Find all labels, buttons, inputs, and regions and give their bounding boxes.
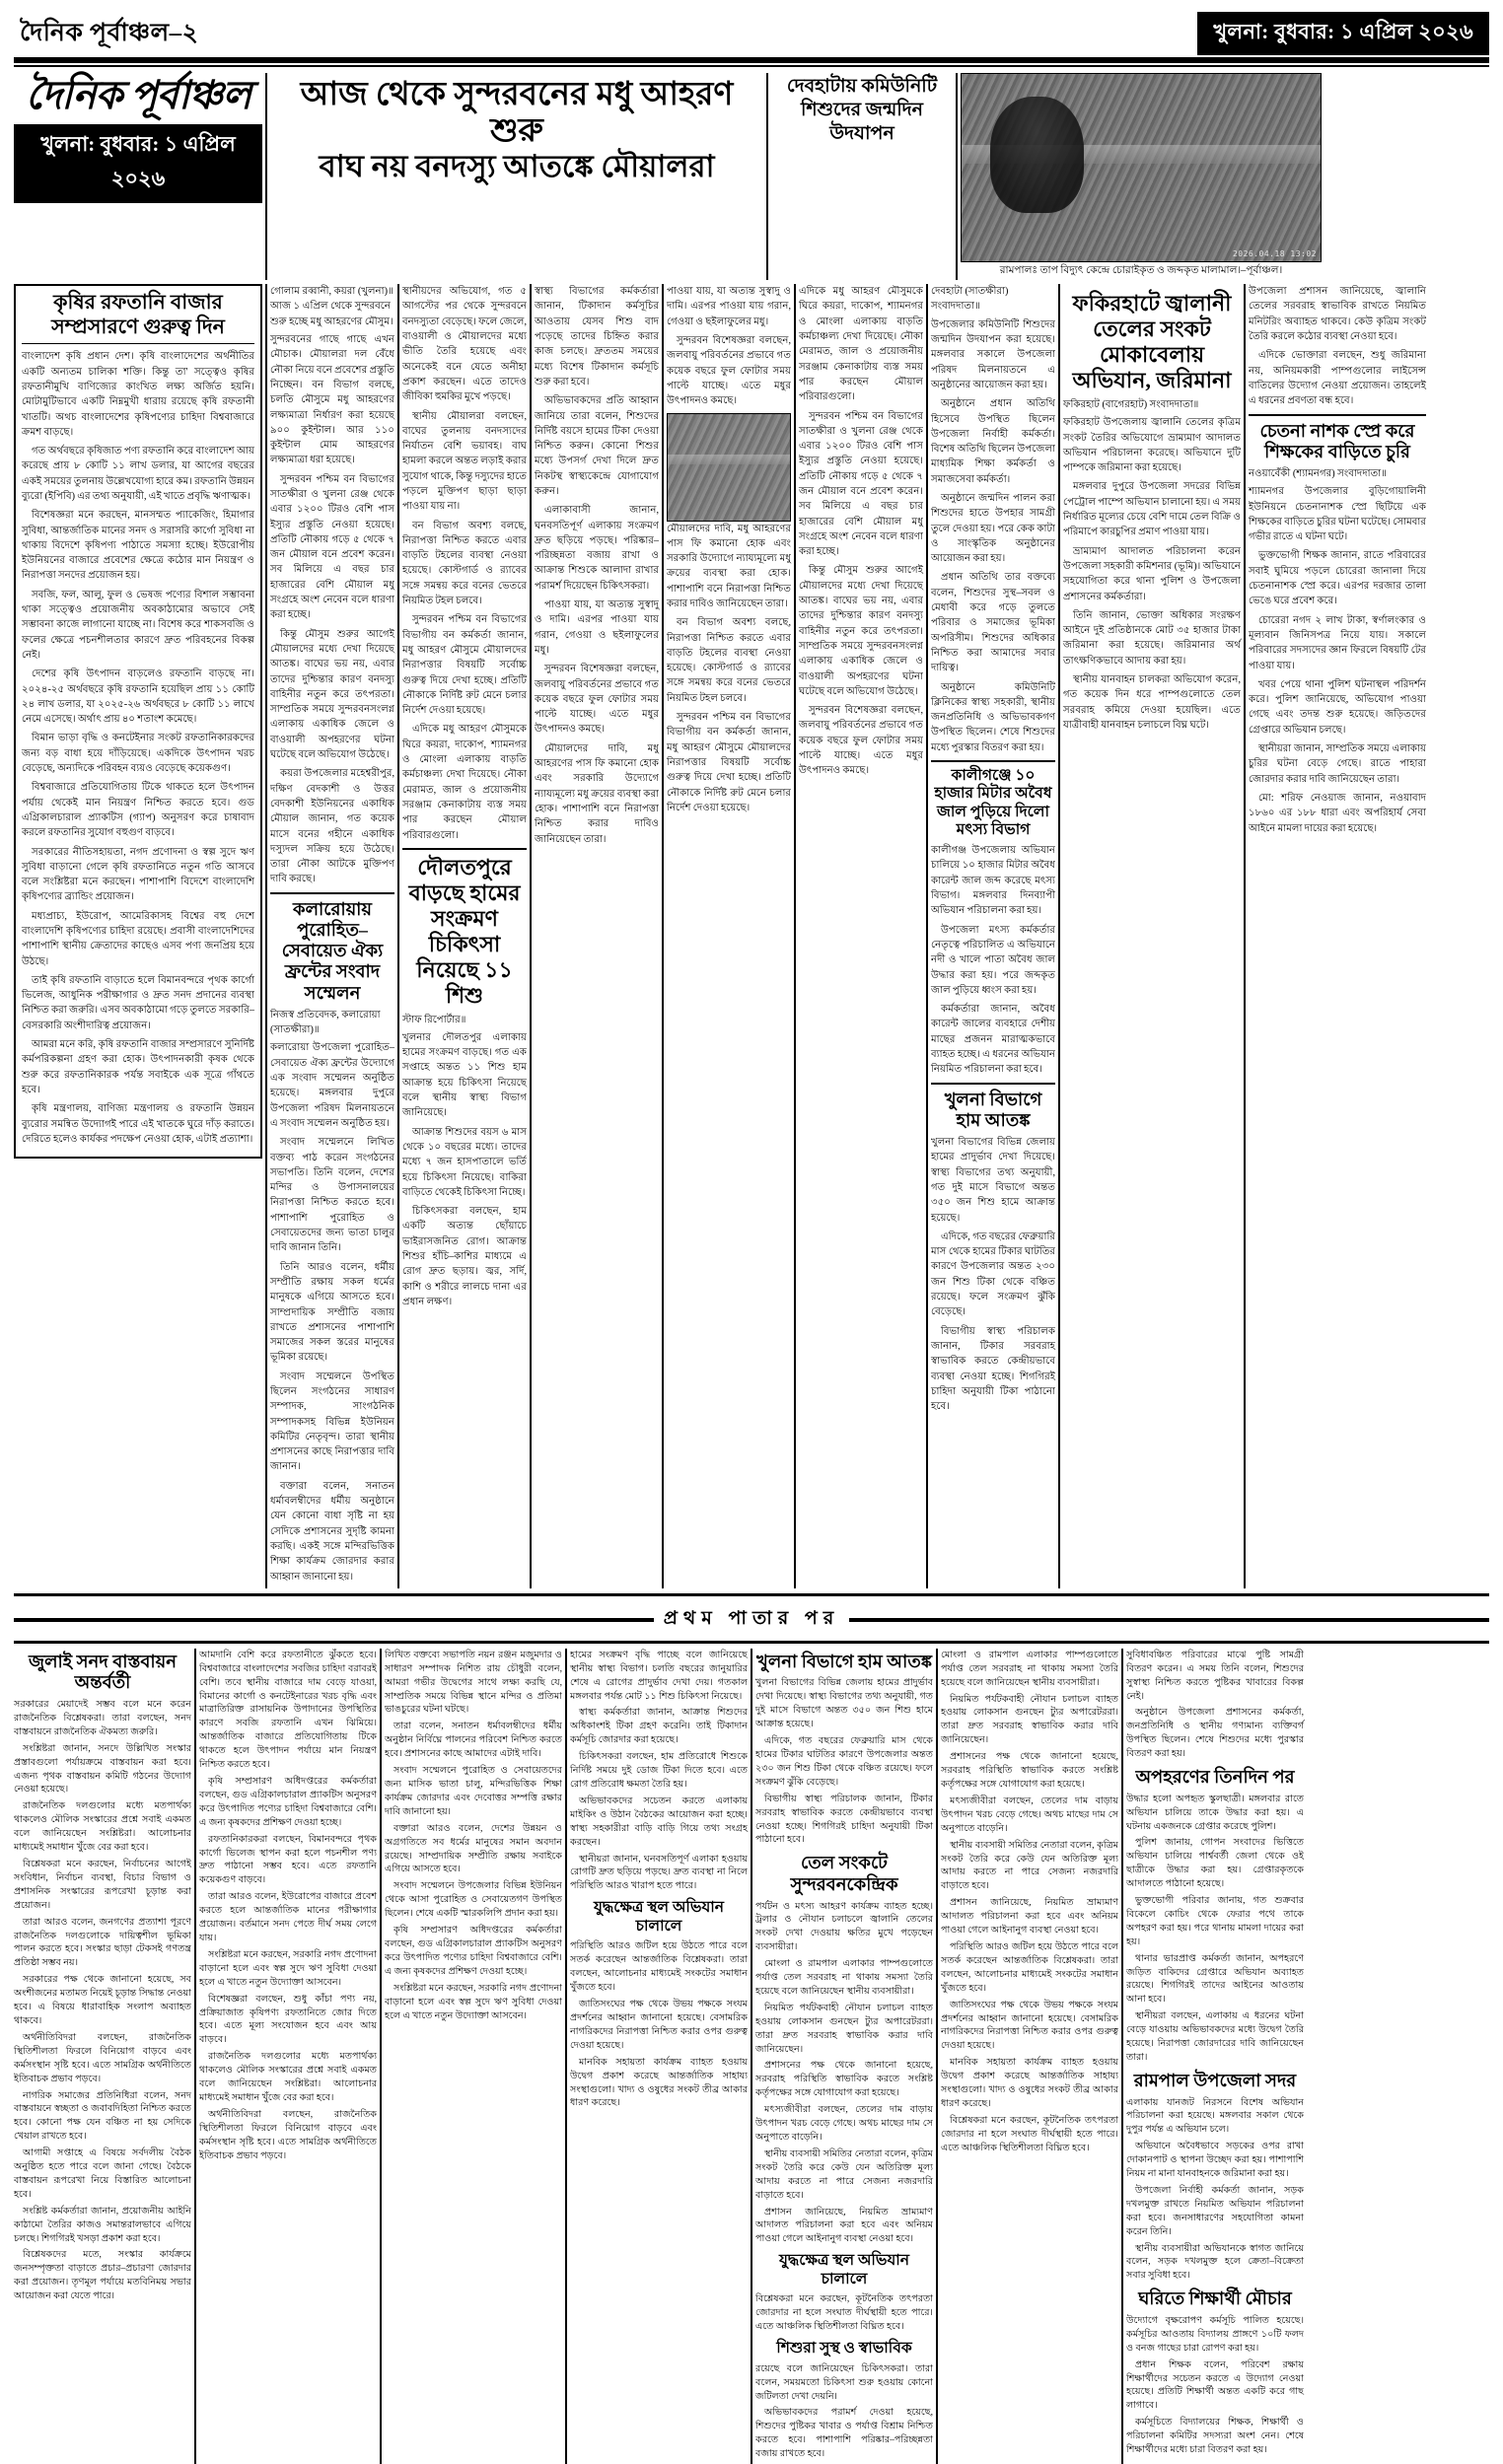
folio-rule-thick [14,57,1489,63]
column-divider [194,1649,196,2464]
rampal-photo-caption: রামপালঃ তাপ বিদ্যুৎ কেন্দ্রে চোরাইকৃত ও জব্দকৃত মালামাল।–পূর্বাঞ্চল। [999,265,1283,276]
lead-body-4 [667,522,791,816]
doulatpur-para: আক্রান্ত শিশুদের বয়স ৬ মাস থেকে ১০ বছরের মধ্যে। তাদের মধ্যে ৭ জন হাসপাতালে ভর্তি হয়ে চিকিৎসা নিয়েছে। বাকিরা বাড়িতে থেকেই চিকিৎসা নিচ্ছে। [402,1126,527,1198]
lead-body-3 [667,284,791,408]
bottom-para: নিয়মিত পর্যটকবাহী নৌযান চলাচল ব্যাহত হওয়ায় লোকসান গুনছেন ট্যুর অপারেটররা। তারা দ্রুত সরবরাহ স্বাভাবিক করার দাবি জানিয়েছেন। [941,1693,1118,1746]
column-divider [956,73,958,280]
bottom-para: নিয়মিত পর্যটকবাহী নৌযান চলাচল ব্যাহত হওয়ায় লোকসান গুনছেন ট্যুর অপারেটররা। তারা দ্রুত সরবরাহ স্বাভাবিক করার দাবি জানিয়েছেন। [755,2002,933,2055]
bottom-para: বিভাগীয় স্বাস্থ্য পরিচালক জানান, টিকার সরবরাহ স্বাভাবিক করতে কেন্দ্রীয়ভাবে ব্যবস্থা নেওয়া হচ্ছে। শিগগিরই চাহিদা অনুযায়ী টিকা পাঠানো হবে। [755,1793,933,1846]
rampal-photo [961,73,1322,262]
column-divider [926,284,928,1588]
bottom-para: অভিভাবকদের পরামর্শ দেওয়া হয়েছে, শিশুদের পুষ্টিকর খাবার ও পর্যাপ্ত বিশ্রাম নিশ্চিত করতে হবে। পাশাপাশি পরিষ্কার–পরিচ্ছন্নতা বজায় রাখতে হবে। [755,2407,933,2460]
bottom-para: স্থানীয়রা বলছেন, এলাকায় এ ধরনের ঘটনা বেড়ে যাওয়ায় অভিভাবকদের মধ্যে উদ্বেগ তৈরি হয়েছে। নিরাপত্তা জোরদারের দাবি জানিয়েছেন তারা। [1126,2010,1304,2064]
bottom-para: সংশ্লিষ্টরা মনে করছেন, সরকারি নগদ প্রণোদনা বাড়ানো হলে এবং স্বল্প সুদে ঋণ সুবিধা দেওয়া হলে এ খাতে নতুন উদ্যোক্তা আসবেন। [199,1948,377,1988]
column-divider [1121,1649,1123,2464]
bottom-col-6-body [941,1649,1118,2155]
chetona-body [1249,484,1426,836]
bottom-para: বক্তারা আরও বলেন, দেশের উন্নয়ন ও অগ্রগতিতে সব ধর্মের মানুষের সমান অবদান রয়েছে। সাম্প্রদায়িক সম্প্রীতি রক্ষায় সবাইকে এগিয়ে আসতে হবে। [385,1822,562,1875]
column-divider [766,73,768,280]
lead-column-4 [667,284,791,1588]
doulatpur-para: স্বাস্থ্য বিভাগের কর্মকর্তারা জানান, টিকাদান কর্মসূচির আওতায় যেসব শিশু বাদ পড়েছে তাদের চিহ্নিত করার কাজ চলছে। দ্রুততম সময়ের মধ্যে বিশেষ টিকাদান কর্মসূচি শুরু করা হবে। [535,286,659,387]
bottom-para: থানার ভারপ্রাপ্ত কর্মকর্তা জানান, অপহরণে জড়িত বাকিদের গ্রেপ্তারে অভিযান অব্যাহত রয়েছে। শিগগিরই তাদের আইনের আওতায় আনা হবে। [1126,1952,1304,2006]
fakirhat-para: স্থানীয় যানবাহন চালকরা অভিযোগ করেন, গত কয়েক দিন ধরে পাম্পগুলোতে তেল সরবরাহ কমিয়ে দেওয়া হয়েছিল। এতে যাত্রীবাহী যানবাহন চলাচলে বিঘ্ন ঘটে। [1063,673,1241,731]
khulna-ham-body [755,1676,933,1847]
fakirhat-para: মঙ্গলবার দুপুরে উপজেলা সদরের বিভিন্ন পেট্রোল পাম্পে অভিযান চালানো হয়। এ সময় নির্ধারিত মূল্যের চেয়ে বেশি দামে তেল বিক্রি ও পরিমাপে কারচুপির প্রমাণ পাওয়া যায়। [1063,481,1241,538]
bottom-para: মোংলা ও রামপাল এলাকার পাম্পগুলোতে পর্যাপ্ত তেল সরবরাহ না থাকায় সমস্যা তৈরি হয়েছে বলে জানিয়েছেন স্থানীয় ব্যবসায়ীরা। [755,1958,933,1997]
editorial-para: গত অর্থবছরে কৃষিজাত পণ্য রফতানি করে বাংলাদেশ আয় করেছে প্রায় ৮ কোটি ১১ লাখ ডলার, যা আগের বছরের একই সময়ের তুলনায় উল্লেখযোগ্য হারে কম। রফতানি উন্নয়ন ব্যুরো (ইপিবি) এর তথ্য অনুযায়ী, এই খাতে প্রবৃদ্ধি ঋণাত্মক। [22,446,254,502]
bottom-para: অর্থনীতিবিদরা বলছেন, রাজনৈতিক স্থিতিশীলতা ফিরলে বিনিয়োগ বাড়বে এবং কর্মসংস্থান সৃষ্টি হবে। এতে সামগ্রিক অর্থনীতিতে ইতিবাচক প্রভাব পড়বে। [199,2108,377,2161]
debhata-column [931,284,1055,1588]
divider-bar-right [849,1618,1489,1622]
bottom-para: সুবিধাবঞ্চিত পরিবারের মাঝে পুষ্টি সামগ্রী বিতরণ করেন। এ সময় তিনি বলেন, শিশুদের সুস্বাস্থ্য নিশ্চিত করতে পুষ্টিকর খাবারের বিকল্প নেই। [1126,1649,1304,1702]
folio-bar [14,10,1489,55]
bottom-para: মানবিক সহায়তা কার্যক্রম ব্যাহত হওয়ায় উদ্বেগ প্রকাশ করেছে আন্তর্জাতিক সাহায্য সংস্থাগুলো। খাদ্য ও ওষুধের সংকট তীব্র আকার ধারণ করেছে। [941,2057,1118,2109]
lead-column-3 [535,284,659,1588]
rampal-body [1126,2096,1304,2284]
july-sonod-body [14,1698,191,2303]
column-divider [265,73,267,280]
bottom-para: স্থানীয়রা জানান, ঘনবসতিপূর্ণ এলাকা হওয়ায় রোগটি দ্রুত ছড়িয়ে পড়ছে। দ্রুত ব্যবস্থা না নিলে পরিস্থিতি আরও খারাপ হতে পারে। [570,1853,748,1892]
juddho-body-2 [755,2292,933,2334]
debhata-para: উপজেলার কমিউনিটি শিশুদের জন্মদিন উদযাপন করা হয়েছে। মঙ্গলবার সকালে উপজেলা পরিষদ মিলনায়তনে এ অনুষ্ঠানের আয়োজন করা হয়। [931,318,1055,390]
bottom-col-5 [755,1649,933,2464]
lead-para: সুন্দরবন বিশেষজ্ঞরা বলছেন, জলবায়ু পরিবর্তনের প্রভাবে গত কয়েক বছরে ফুল ফোটার সময় পাল্টে যাচ্ছে। এতে মধুর উৎপাদনও কমছে। [799,705,923,777]
lead-para: মৌয়ালদের দাবি, মধু আহরণের পাস ফি কমানো হোক এবং সরকারি উদ্যোগে ন্যায্যমূল্যে মধু ক্রয়ের ব্যবস্থা করা হোক। পাশাপাশি বনে নিরাপত্তা নিশ্চিত করার দাবিও জানিয়েছেন তারা। [535,742,659,845]
editorial-para: সরকারের নীতিসহায়তা, নগদ প্রণোদনা ও স্বল্প সুদে ঋণ সুবিধা বাড়ানো গেলে কৃষি রফতানিতে নতুন গতি আসবে বলে সংশ্লিষ্টরা মনে করছেন। পাশাপাশি বিদেশে বাংলাদেশি কৃষিপণ্যের ব্র্যান্ডিং প্রয়োজন। [22,846,254,903]
tel-sonkot-headline: তেল সংকটে সুন্দরবনকেন্দ্রিক [790,1853,898,1894]
lead-para: এদিকে মধু আহরণ মৌসুমকে ঘিরে কয়রা, দাকোপ, শ্যামনগর ও মোংলা এলাকায় বাড়তি কর্মচাঞ্চল্য দেখা দিয়েছে। নৌকা মেরামত, জাল ও প্রয়োজনীয় সরঞ্জাম কেনাকাটায় ব্যস্ত সময় পার করছেন মৌয়াল পরিবারগুলো। [799,286,923,403]
bottom-para: উপজেলা নির্বাহী কর্মকর্তা জানান, সড়ক দখলমুক্ত রাখতে নিয়মিত অভিযান পরিচালনা করা হবে। জনসাধারণের সহযোগিতা কামনা করেন তিনি। [1126,2184,1304,2237]
debhata-byline: দেবহাটা (সাতক্ষীরা) সংবাদদাতা॥ [931,286,1009,313]
debhata-para: অনুষ্ঠানে কমিউনিটি ক্লিনিকের স্বাস্থ্য সহকারী, স্থানীয় জনপ্রতিনিধি ও অভিভাবকগণ উপস্থিত ছিলেন। শেষে শিশুদের মধ্যে পুরস্কার বিতরণ করা হয়। [931,681,1055,753]
bottom-para: কৃষি সম্প্রসারণ অধিদপ্তরের কর্মকর্তারা বলছেন, গুড এগ্রিকালচারাল প্র্যাকটিস অনুসরণ করে উৎপাদিত পণ্যের চাহিদা বিশ্ববাজারে বেশি। এ জন্য কৃষকদের প্রশিক্ষণ দেওয়া হচ্ছে। [385,1925,562,1977]
chetona-column [1249,284,1426,1588]
section-label: প্রথম পাতার পর [663,1607,840,1629]
lead-byline: গোলাম রব্বানী, কয়রা (খুলনা)॥ আজ ১ এপ্রিল থেকে সুন্দরবনে শুরু হচ্ছে মধু আহরণের মৌসুম। [270,286,394,327]
ham-para: এদিকে, গত বছরের ফেব্রুয়ারি মাস থেকে হামের টিকার ঘাটতির কারণে উপজেলার অন্তত ২৩০ জন শিশু টিকা থেকে বঞ্চিত রয়েছে। ফলে সংক্রমণ ঝুঁকি বেড়েছে। [931,1231,1055,1318]
bottom-col-3 [385,1649,562,2464]
bottom-para: কর্মসূচিতে বিদ্যালয়ের শিক্ষক, শিক্ষার্থী ও পরিচালনা কমিটির সদস্যরা অংশ নেন। শেষে শিক্ষার্থীদের মধ্যে চারা বিতরণ করা হয়। [1126,2417,1304,2456]
juddho-headline-2: যুদ্ধক্ষেত্র স্থল অভিযান চালালে [778,2252,910,2288]
chetona-para: খবর পেয়ে থানা পুলিশ ঘটনাস্থল পরিদর্শন করে। পুলিশ জানিয়েছে, অভিযোগ পাওয়া গেছে এবং তদন্ত শুরু হয়েছে। জড়িতদের গ্রেপ্তারে অভিযান চলছে। [1249,678,1426,736]
lead-para: পাওয়া যায়, যা অত্যন্ত সুস্বাদু ও দামি। এরপর পাওয়া যায় গরান, গেওয়া ও ছইলাফুলের মধু। [667,286,791,327]
doulatpur-para: এলাকাবাসী জানান, ঘনবসতিপূর্ণ এলাকায় সংক্রমণ দ্রুত ছড়িয়ে পড়ছে। পরিষ্কার–পরিচ্ছন্নতা বজায় রাখা ও আক্রান্ত শিশুকে আলাদা রাখার পরামর্শ দিয়েছেন চিকিৎসকরা। [535,505,659,592]
lead-para: স্থানীয়দের অভিযোগ, গত ৫ আগস্টের পর থেকে সুন্দরবনে বনদস্যুতা বেড়েছে। ফলে জেলে, বাওয়ালী ও মৌয়ালদের মধ্যে ভীতি তৈরি হয়েছে এবং অনেকেই বনে যেতে অনীহা প্রকাশ করছেন। এতে তাদেও জীবিকা হুমকির মুখে পড়ছে। [402,286,527,403]
bottom-col-2 [199,1649,377,2464]
kalaroa-headline: কলারোয়ায় পুরোহিত–সেবায়েত ঐক্য ফ্রন্টের সংবাদ সম্মেলন [270,892,394,1008]
bottom-col-1 [14,1649,191,2464]
bottom-para: লিখিত বক্তব্যে সভাপতি নয়ন রঞ্জন মজুমদার ও সাধারণ সম্পাদক নিশিত রায় চৌধুরী বলেন, আমরা গভীর উদ্বেগের সাথে লক্ষ্য করছি যে, সাম্প্রতিক সময়ে বিভিন্ন স্থানে মন্দির ও প্রতিমা ভাঙচুরের ঘটনা ঘটছে। [385,1649,562,1716]
editorial-box [14,284,262,1159]
juddho-headline: যুদ্ধক্ষেত্র স্থল অভিযান চালালে [593,1899,725,1935]
bottom-para: উদ্ধার হলো অপহৃত স্কুলছাত্রী। মঙ্গলবার রাতে অভিযান চালিয়ে তাকে উদ্ধার করা হয়। এ ঘটনায় একজনকে গ্রেপ্তার করেছে পুলিশ। [1126,1793,1304,1832]
editorial-para: কৃষি মন্ত্রণালয়, বাণিজ্য মন্ত্রণালয় ও রফতানি উন্নয়ন ব্যুরোর সমন্বিত উদ্যোগই পারে এই খাতকে ঘুরে দাঁড় করাতে। দেরিতে হলেও কার্যকর পদক্ষেপ নেওয়া হোক, এটাই প্রত্যাশা। [22,1103,254,1145]
column-divider [1058,284,1060,1588]
bottom-para: প্রশাসন জানিয়েছে, নিয়মিত ভ্রাম্যমাণ আদালত পরিচালনা করা হবে এবং অনিয়ম পাওয়া গেলে আইনানুগ ব্যবস্থা নেওয়া হবে। [755,2206,933,2245]
editorial-para: তাই কৃষি রফতানি বাড়াতে হলে বিমানবন্দরে পৃথক কার্গো ভিলেজ, আধুনিক পরীক্ষাগার ও দ্রুত সনদ প্রদানের ব্যবস্থা নিশ্চিত করা জরুরি। এসব অবকাঠামো গড়ে তুলতে সরকারি–বেসরকারি অংশীদারিত্ব প্রয়োজন। [22,974,254,1031]
lead-para: সুন্দরবন বিশেষজ্ঞরা বলছেন, জলবায়ু পরিবর্তনের প্রভাবে গত কয়েক বছরে ফুল ফোটার সময় পাল্টে যাচ্ছে। এতে মধুর উৎপাদনও কমছে। [535,664,659,736]
kalaroa-byline: নিজস্ব প্রতিবেদক, কলারোয়া (সাতক্ষীরা)॥ [270,1009,381,1036]
lead-body-5 [799,284,923,779]
kaliganj-para: কর্মকর্তারা জানান, অবৈধ কারেন্ট জালের ব্যবহারে দেশীয় মাছের প্রজনন মারাত্মকভাবে ব্যাহত হচ্ছে। এ ধরনের অভিযান নিয়মিত পরিচালনা করা হবে। [931,1004,1055,1076]
bottom-para: নাগরিক সমাজের প্রতিনিধিরা বলেন, সনদ বাস্তবায়নে স্বচ্ছতা ও জবাবদিহিতা নিশ্চিত করতে হবে। কোনো পক্ষ যেন বঞ্চিত না হয় সেদিকে খেয়াল রাখতে হবে। [14,2089,191,2143]
khulna-meeting-photo [667,413,791,522]
column-divider [565,1649,567,2464]
kalaroa-body [270,1040,394,1584]
bottom-para: পুলিশ জানায়, গোপন সংবাদের ভিত্তিতে অভিযান চালিয়ে পার্শ্ববর্তী জেলা থেকে ওই ছাত্রীকে উদ্ধার করা হয়। গ্রেপ্তারকৃতকে আদালতে পাঠানো হয়েছে। [1126,1837,1304,1890]
fakirhat-column [1063,284,1241,1588]
bottom-para: পরিস্থিতি আরও জটিল হয়ে উঠতে পারে বলে সতর্ক করেছেন আন্তর্জাতিক বিশ্লেষকরা। তারা বলছেন, আলোচনার মাধ্যমেই সংকটের সমাধান খুঁজতে হবে। [941,1940,1118,1994]
page-header [14,73,1489,280]
bottom-col-4 [570,1649,748,2464]
bottom-para: প্রশাসন জানিয়েছে, নিয়মিত ভ্রাম্যমাণ আদালত পরিচালনা করা হবে এবং অনিয়ম পাওয়া গেলে আইনানুগ ব্যবস্থা নেওয়া হবে। [941,1897,1118,1936]
bottom-para: স্থানীয় ব্যবসায়ী সমিতির নেতারা বলেন, কৃত্রিম সংকট তৈরি করে কেউ যেন অতিরিক্ত মূল্য আদায় করতে না পারে সেজন্য নজরদারি বাড়াতে হবে। [755,2147,933,2201]
bottom-col-4-body [570,1649,748,1893]
bottom-para: ভুক্তভোগী পরিবার জানায়, গত শুক্রবার বিকেলে কোচিং থেকে ফেরার পথে তাকে অপহরণ করা হয়। পরে থানায় মামলা দায়ের করা হয়। [1126,1895,1304,1947]
doulatpur-headline: দৌলতপুরে বাড়ছে হামের সংক্রমণ চিকিৎসা নিয়েছে ১১ শিশু [402,848,527,1013]
misc-right-para: মো: শরিফ নেওয়াজ জানান, নওয়াবাদ ১৮৬০ এর ১৮৮ ধারা এবং অপরিহার্য সেবা আইনে মামলা দায়ের করা হয়েছে। [1249,792,1426,834]
kalaroa-para: তিনি আরও বলেন, ধর্মীয় সম্প্রীতি রক্ষায় সকল ধর্মের মানুষকে এগিয়ে আসতে হবে। সাম্প্রদায়িক সম্প্রীতি বজায় রাখতে প্রশাসনের পাশাপাশি সমাজের সকল স্তরের মানুষের ভূমিকা রয়েছে। [270,1261,394,1364]
doulatpur-byline: স্টাফ রিপোর্টার॥ [402,1014,466,1025]
editorial-para: মধ্যপ্রাচ্য, ইউরোপ, আমেরিকাসহ বিশ্বের বহু দেশে বাংলাদেশি কৃষিপণ্যের চাহিদা রয়েছে। প্রবাসী বাংলাদেশিদের পাশাপাশি স্থানীয় ক্রেতাদের কাছেও এসব পণ্য জনপ্রিয় হয়ে উঠছে। [22,910,254,967]
kaliganj-body [931,843,1055,1077]
column-divider [662,284,664,1588]
bottom-para: অভিভাবকদের সচেতন করতে এলাকায় মাইকিং ও উঠান বৈঠকের আয়োজন করা হচ্ছে। স্বাস্থ্য সহকারীরা বাড়ি বাড়ি গিয়ে তথ্য সংগ্রহ করছেন। [570,1795,748,1848]
editorial-para: বিমান ভাড়া বৃদ্ধি ও কনটেইনার সংকট রফতানিকারকদের জন্য বড় বাধা হয়ে দাঁড়িয়েছে। একদিকে উৎপাদন খরচ বেড়েছে, অন্যদিকে পরিবহন ব্যয়ও বেড়েছে কয়েকগুণ। [22,733,254,775]
fakirhat-body [1063,415,1241,733]
bottom-para: সরকারের পক্ষ থেকে জানানো হয়েছে, সব অংশীজনের মতামত নিয়েই চূড়ান্ত সিদ্ধান্ত নেওয়া হবে। এ বিষয়ে ধারাবাহিক সংলাপ অব্যাহত থাকবে। [14,1974,191,2026]
debhata-para: প্রধান অতিথি তার বক্তব্যে বলেন, শিশুদের সুস্থ–সবল ও মেধাবী করে গড়ে তুলতে পরিবার ও সমাজের ভূমিকা অপরিসীম। শিশুদের অধিকার নিশ্চিত করা আমাদের সবার দায়িত্ব। [931,572,1055,674]
bottom-columns [14,1649,1489,2464]
ham-para: খুলনা বিভাগের বিভিন্ন জেলায় হামের প্রাদুর্ভাব দেখা দিয়েছে। স্বাস্থ্য বিভাগের তথ্য অনুযায়ী, গত দুই মাসে বিভাগে অন্তত ৩৫০ জন শিশু হামে আক্রান্ত হয়েছে। [931,1137,1055,1224]
fakirhat-para: উপজেলা প্রশাসন জানিয়েছে, জ্বালানি তেলের সরবরাহ স্বাভাবিক রাখতে নিয়মিত মনিটরিং অব্যাহত থাকবে। কেউ কৃত্রিম সংকট তৈরি করলে কঠোর ব্যবস্থা নেওয়া হবে। [1249,286,1426,343]
bottom-para: জাতিসংঘের পক্ষ থেকে উভয় পক্ষকে সংযম প্রদর্শনের আহ্বান জানানো হয়েছে। বেসামরিক নাগরিকদের নিরাপত্তা নিশ্চিত করার ওপর গুরুত্ব দেওয়া হয়েছে। [941,1999,1118,2052]
bottom-para: রয়েছে বলে জানিয়েছেন চিকিৎসকরা। তারা বলেন, সময়মতো চিকিৎসা শুরু হওয়ায় কোনো জটিলতা দেখা দেয়নি। [755,2362,933,2402]
lead-para: সুন্দরবনের গাছে গাছে এখন মৌচাক। মৌয়ালরা দল বেঁধে নৌকা নিয়ে বনে প্রবেশের প্রস্তুতি নিচ্ছেন। বন বিভাগ বলছে, চলতি মৌসুমে মধু আহরণের লক্ষ্যমাত্রা নির্ধারণ করা হয়েছে ৯০০ কুইন্টাল। আর ১১০ কুইন্টাল মোম আহরণের লক্ষ্যমাত্রা ধরা হয়েছে। [270,334,394,466]
kalaroa-para: সংবাদ সম্মেলনে লিখিত বক্তব্য পাঠ করেন সংগঠনের সভাপতি। তিনি বলেন, দেশের মন্দির ও উপাসনালয়ের নিরাপত্তা নিশ্চিত করতে হবে। পাশাপাশি পুরোহিত ও সেবায়েতদের জন্য ভাতা চালুর দাবি জানান তিনি। [270,1137,394,1254]
page-label: দৈনিক পূর্বাঞ্চল–২ [20,20,199,46]
bottom-para: আমদানি বেশি করে রফতানীতে ঝুঁকতে হবে। বিশ্ববাজারে বাংলাদেশের সবজির চাহিদা বরাবরই বেশি। তবে স্থানীয় বাজারে দাম বেড়ে যাওয়া, বিমানের কার্গো ও কনটেইনারের খরচ বৃদ্ধি এবং মাত্রাতিরিক্ত রাসায়নিক উপাদানের উপস্থিতির কারণে সবজি রফতানি এখন ঝিমিয়ে। আন্তর্জাতিক বাজারে প্রতিযোগিতায় টিকে থাকতে হলে উৎপাদন পর্যায়ে মান নিয়ন্ত্রণ নিশ্চিত করতে হবে। [199,1649,377,1771]
lead-headline [270,73,763,184]
bottom-para: প্রশাসনের পক্ষ থেকে জানানো হয়েছে, সরবরাহ পরিস্থিতি স্বাভাবিক করতে সংশ্লিষ্ট কর্তৃপক্ষের সঙ্গে যোগাযোগ করা হয়েছে। [941,1751,1118,1791]
bottom-col-3-body [385,1649,562,2023]
bottom-para: খুলনা বিভাগের বিভিন্ন জেলায় হামের প্রাদুর্ভাব দেখা দিয়েছে। স্বাস্থ্য বিভাগের তথ্য অনুযায়ী, গত দুই মাসে বিভাগে অন্তত ৩৫০ জন শিশু হামে আক্রান্ত হয়েছে। [755,1677,933,1730]
lead-para: সুন্দরবন পশ্চিম বন বিভাগের বিভাগীয় বন কর্মকর্তা জানান, মধু আহরণ মৌসুমে মৌয়ালদের নিরাপত্তার বিষয়টি সর্বোচ্চ গুরুত্ব দিয়ে দেখা হচ্ছে। প্রতিটি নৌকাকে নির্দিষ্ট রুট মেনে চলার নির্দেশ দেওয়া হয়েছে। [402,614,527,717]
bottom-col-2-body [199,1649,377,2163]
lead-column-5 [799,284,923,1588]
folio-dateline: খুলনা: বুধবার: ১ এপ্রিল ২০২৬ [1197,12,1489,55]
kalaroa-para: সংবাদ সম্মেলনে উপস্থিত ছিলেন সংগঠনের সাধারণ সম্পাদক, সাংগঠনিক সম্পাদকসহ বিভিন্ন ইউনিয়ন কমিটির নেতৃবৃন্দ। তারা স্থানীয় প্রশাসনের কাছে নিরাপত্তার দাবি জানান। [270,1371,394,1473]
photo-horizon [668,455,790,465]
column-divider [751,1649,752,2464]
bottom-para: সরকারের মেয়াদেই সম্ভব বলে মনে করেন রাজনৈতিক বিশ্লেষকরা। তারা বলছেন, সনদ বাস্তবায়নে রাজনৈতিক ঐকমত্য জরুরি। [14,1699,191,1737]
lead-body-1 [270,332,394,887]
bottom-para: স্থানীয় ব্যবসায়ীরা অভিযানকে স্বাগত জানিয়ে বলেন, সড়ক দখলমুক্ত হলে ক্রেতা–বিক্রেতা সবার সুবিধা হবে। [1126,2242,1304,2282]
lead-para: সুন্দরবন পশ্চিম বন বিভাগের সাতক্ষীরা ও খুলনা রেঞ্জ থেকে এবার ১২০০ টিরও বেশি পাস ইস্যুর প্রস্তুতি নেওয়া হয়েছে। প্রতিটি নৌকায় গড়ে ৫ থেকে ৭ জন মৌয়াল বনে প্রবেশ করেন। সব মিলিয়ে এ বছর চার হাজারের বেশি মৌয়াল মধু সংগ্রহে অংশ নেবেন বলে ধারণা করা হচ্ছে। [270,473,394,621]
column-divider [1244,284,1246,1588]
bottom-para: চিকিৎসকরা বলছেন, হাম প্রতিরোধে শিশুকে নির্দিষ্ট সময়ে দুই ডোজ টিকা দিতে হবে। এতে রোগ প্রতিরোধ ক্ষমতা তৈরি হয়। [570,1751,748,1791]
section-rule-top [14,1593,1489,1596]
fakirhat-headline: ফকিরহাটে জ্বালানী তেলের সংকট মোকাবেলায় অভিযান, জরিমানা [1072,291,1232,392]
lead-para: সুন্দরবন বিশেষজ্ঞরা বলছেন, জলবায়ু পরিবর্তনের প্রভাবে গত কয়েক বছরে ফুল ফোটার সময় পাল্টে যাচ্ছে। এতে মধুর উৎপাদনও কমছে। [667,335,791,407]
lead-para: সুন্দরবন পশ্চিম বন বিভাগের সাতক্ষীরা ও খুলনা রেঞ্জ থেকে এবার ১২০০ টিরও বেশি পাস ইস্যুর প্রস্তুতি নেওয়া হয়েছে। প্রতিটি নৌকায় গড়ে ৫ থেকে ৭ জন মৌয়াল বনে প্রবেশ করেন। সব মিলিয়ে এ বছর চার হাজারের বেশি মৌয়াল মধু সংগ্রহে অংশ নেবেন বলে ধারণা করা হচ্ছে। [799,410,923,558]
editorial-body [22,349,254,1147]
debhata-head-block [771,73,953,280]
lead-para: বন বিভাগ অবশ্য বলছে, নিরাপত্তা নিশ্চিত করতে এবার বাড়তি টহলের ব্যবস্থা নেওয়া হয়েছে। কোস্টগার্ড ও র‍্যাবের সঙ্গে সমন্বয় করে বনের ভেতরে নিয়মিত টহল চলবে। [402,520,527,607]
editorial-para: সবজি, ফল, আলু, ফুল ও ভেষজ পণ্যের বিশাল সম্ভাবনা থাকা সত্ত্বেও প্রয়োজনীয় অবকাঠামোর অভাবে সেই সম্ভাবনা কাজে লাগানো যাচ্ছে না। বিশেষ করে শাকসবজি ও ফলের ক্ষেত্রে পচনশীলতার কারণে দ্রুত পরিবহনের বিকল্প নেই। [22,589,254,661]
lead-para: বন বিভাগ অবশ্য বলছে, নিরাপত্তা নিশ্চিত করতে এবার বাড়তি টহলের ব্যবস্থা নেওয়া হয়েছে। কোস্টগার্ড ও র‍্যাবের সঙ্গে সমন্বয় করে বনের ভেতরে নিয়মিত টহল চলবে। [667,617,791,704]
bottom-para: রফতানিকারকরা বলছেন, বিমানবন্দরে পৃথক কার্গো ভিলেজ স্থাপন করা হলে পচনশীল পণ্য দ্রুত পাঠানো সম্ভব হবে। এতে রফতানি কয়েকগুণ বাড়বে। [199,1833,377,1886]
editorial-para: বাংলাদেশ কৃষি প্রধান দেশ। কৃষি বাংলাদেশের অর্থনীতির একটি অন্যতম চালিকা শক্তি। কিন্তু তা' সত্ত্বেও কৃষির রফতানীমুখি বাণিজ্যের কাংখিত লক্ষ্য অর্জিত হয়নি। মোটামুটিভাবে একটি নিম্নমুখী ধারায় রয়েছে কৃষি রফতানী খাতটি। অথচ বাংলাদেশের কৃষিপণ্যের চাহিদা বিশ্ববাজারে ক্রমশ বাড়ছে। [22,351,254,438]
bottom-para: উদ্যোগে বৃক্ষরোপণ কর্মসূচি পালিত হয়েছে। কর্মসূচির আওতায় বিদ্যালয় প্রাঙ্গণে ১০টি ফলদ ও বনজ গাছের চারা রোপণ করা হয়। [1126,2314,1304,2354]
debhata-headline: দেবহাটায় কমিউনিটি শিশুদের জন্মদিন উদযাপন [786,76,938,144]
column-divider [265,284,267,1588]
ham-tika-headline: খুলনা বিভাগে হাম আতঙ্ক [931,1083,1055,1135]
editorial-para: আমরা মনে করি, কৃষি রফতানি বাজার সম্প্রসারণে সুনির্দিষ্ট কর্মপরিকল্পনা গ্রহণ করা হোক। উৎপাদনকারী কৃষক থেকে শুরু করে রফতানিকারক পর্যন্ত সবাইকে এক সূত্রে গাঁথতে হবে। [22,1039,254,1095]
apoharon-body [1126,1793,1304,2065]
bottom-para: বিশ্লেষকরা মনে করছেন, নির্বাচনের আগেই সংবিধান, নির্বাচন ব্যবস্থা, বিচার বিভাগ ও প্রশাসনিক সংস্কারের রূপরেখা চূড়ান্ত করা প্রয়োজন। [14,1859,191,1911]
chetona-byline: নওয়াবেঁকী (শ্যামনগর) সংবাদদাতা॥ [1249,467,1387,479]
kalaroa-para: কলারোয়া উপজেলা পুরোহিত–সেবায়েত ঐক্য ফ্রন্টের উদ্যোগে এক সংবাদ সম্মেলন অনুষ্ঠিত হয়েছে। মঙ্গলবার দুপুরে উপজেলা পরিষদ মিলনায়তনে এ সংবাদ সম্মেলন অনুষ্ঠিত হয়। [270,1042,394,1129]
lead-body-2 [402,284,527,843]
lead-para: পাওয়া যায়, যা অত্যন্ত সুস্বাদু ও দামি। এরপর পাওয়া যায় গরান, গেওয়া ও ছইলাফুলের মধু। [535,599,659,656]
bottom-para: অনুষ্ঠানে উপজেলা প্রশাসনের কর্মকর্তা, জনপ্রতিনিধি ও স্থানীয় গণ্যমান্য ব্যক্তিবর্গ উপস্থিত ছিলেন। শেষে শিশুদের মধ্যে পুরস্কার বিতরণ করা হয়। [1126,1707,1304,1760]
bottom-para: মোংলা ও রামপাল এলাকার পাম্পগুলোতে পর্যাপ্ত তেল সরবরাহ না থাকায় সমস্যা তৈরি হয়েছে বলে জানিয়েছেন স্থানীয় ব্যবসায়ীরা। [941,1649,1118,1688]
fakirhat-para: তিনি জানান, ভোক্তা অধিকার সংরক্ষণ আইনে দুই প্রতিষ্ঠানকে মোট ৩৫ হাজার টাকা জরিমানা করা হয়েছে। জরিমানার অর্থ তাৎক্ষণিকভাবে আদায় করা হয়। [1063,609,1241,667]
bottom-para: তারা বলেন, সনাতন ধর্মাবলম্বীদের ধর্মীয় অনুষ্ঠান নির্বিঘ্নে পালনের পরিবেশ নিশ্চিত করতে হবে। প্রশাসনের কাছে আমাদের এটাই দাবি। [385,1721,562,1760]
fakirhat-para: ভ্রাম্যমাণ আদালত পরিচালনা করেন উপজেলা সহকারী কমিশনার (ভূমি)। অভিযানে সহযোগিতা করে থানা পুলিশ ও উপজেলা প্রশাসনের কর্মকর্তারা। [1063,545,1241,602]
bottom-para: আগামী সপ্তাহে এ বিষয়ে সর্বদলীয় বৈঠক অনুষ্ঠিত হতে পারে বলে জানা গেছে। বৈঠকে বাস্তবায়ন রূপরেখা নিয়ে বিস্তারিত আলোচনা হবে। [14,2147,191,2200]
ham-para: বিভাগীয় স্বাস্থ্য পরিচালক জানান, টিকার সরবরাহ স্বাভাবিক করতে কেন্দ্রীয়ভাবে ব্যবস্থা নেওয়া হচ্ছে। শিগগিরই চাহিদা অনুযায়ী টিকা পাঠানো হবে। [931,1325,1055,1413]
doulatpur-para: চিকিৎসকরা বলছেন, হাম একটি অত্যন্ত ছোঁয়াচে ভাইরাসজনিত রোগ। আক্রান্ত শিশুর হাঁচি–কাশির মাধ্যমে এ রোগ দ্রুত ছড়ায়। জ্বর, সর্দি, কাশি ও শরীরে লালচে দানা এর প্রধান লক্ষণ। [402,1206,527,1307]
bottom-para: মানবিক সহায়তা কার্যক্রম ব্যাহত হওয়ায় উদ্বেগ প্রকাশ করেছে আন্তর্জাতিক সাহায্য সংস্থাগুলো। খাদ্য ও ওষুধের সংকট তীব্র আকার ধারণ করেছে। [570,2056,748,2109]
bottom-para: এলাকায় যানজট নিরসনে বিশেষ অভিযান পরিচালনা করা হয়েছে। মঙ্গলবার সকাল থেকে দুপুর পর্যন্ত এ অভিযান চলে। [1126,2096,1304,2136]
lead-headline-line2: বাঘ নয় বনদস্যু আতঙ্কে মৌয়ালরা [319,148,715,183]
column-divider [794,284,796,1588]
lead-para: স্থানীয় মৌয়ালরা বলছেন, বাঘের তুলনায় বনদস্যদের নির্যাতন বেশি ভয়াবহ। বাঘ হামলা করলে অন্তত লড়াই করার সুযোগ থাকে, কিন্তু দস্যুদের হাতে পড়লে মুক্তিপণ ছাড়া ছাড়া পাওয়া যায় না। [402,410,527,513]
column-divider [936,1649,938,2464]
debhata-body [931,317,1055,755]
kaliganj-para: উপজেলা মৎস্য কর্মকর্তার নেতৃত্বে পরিচালিত এ অভিযানে নদী ও খালে পাতা অবৈধ জাল উদ্ধার করা হয়। পরে জব্দকৃত জাল পুড়িয়ে ধ্বংস করা হয়। [931,924,1055,996]
editorial-column [14,284,262,1588]
fakirhat-para: ফকিরহাট উপজেলায় জ্বালানি তেলের কৃত্রিম সংকট তৈরির অভিযোগে ভ্রাম্যমাণ আদালত অভিযান পরিচালনা করেছে। অভিযানে দুটি পাম্পকে জরিমানা করা হয়েছে। [1063,417,1241,474]
lead-para: সুন্দরবন পশ্চিম বন বিভাগের বিভাগীয় বন কর্মকর্তা জানান, মধু আহরণ মৌসুমে মৌয়ালদের নিরাপত্তার বিষয়টি সর্বোচ্চ গুরুত্ব দিয়ে দেখা হচ্ছে। প্রতিটি নৌকাকে নির্দিষ্ট রুট মেনে চলার নির্দেশ দেওয়া হয়েছে। [667,712,791,813]
photo-figure [990,97,1084,213]
chetona-para: ভুক্তভোগী শিক্ষক জানান, রাতে পরিবারের সবাই ঘুমিয়ে পড়লে চোরেরা জানালা দিয়ে চেতনানাশক স্প্রে করে। এরপর দরজার তালা ভেঙে ঘরে প্রবেশ করে। [1249,550,1426,607]
bottom-para: রাজনৈতিক দলগুলোর মধ্যে মতপার্থক্য থাকলেও মৌলিক সংস্কারের প্রশ্নে সবাই একমত বলে জানিয়েছেন সংশ্লিষ্টরা। আলোচনার মাধ্যমেই সমাধান খুঁজে বের করা হবে। [199,2051,377,2103]
masthead-title: দৈনিক পূর্বাঞ্চল [25,73,251,117]
main-columns [14,284,1489,1588]
lead-para: কিন্তু মৌসুম শুরুর আগেই মৌয়ালদের মধ্যে দেখা দিয়েছে আতঙ্ক। বাঘের ভয় নয়, এবার তাদের দুশ্চিন্তার কারণ বনদস্যু বাহিনীর নতুন করে তৎপরতা। সাম্প্রতিক সময়ে সুন্দরবনসংলগ্ন এলাকায় একাধিক জেলে ও বাওয়ালী অপহরণের ঘটনা ঘটেছে বলে অভিযোগ উঠেছে। [270,628,394,761]
bottom-para: রাজনৈতিক দলগুলোর মধ্যে মতপার্থক্য থাকলেও মৌলিক সংস্কারের প্রশ্নে সবাই একমত বলে জানিয়েছেন সংশ্লিষ্টরা। আলোচনার মাধ্যমেই সমাধান খুঁজে বের করা হবে। [14,1800,191,1854]
bottom-para: এদিকে, গত বছরের ফেব্রুয়ারি মাস থেকে হামের টিকার ঘাটতির কারণে উপজেলার অন্তত ২৩০ জন শিশু টিকা থেকে বঞ্চিত রয়েছে। ফলে সংক্রমণ ঝুঁকি বেড়েছে। [755,1735,933,1788]
bottom-para: স্থানীয় ব্যবসায়ী সমিতির নেতারা বলেন, কৃত্রিম সংকট তৈরি করে কেউ যেন অতিরিক্ত মূল্য আদায় করতে না পারে সেজন্য নজরদারি বাড়াতে হবে। [941,1839,1118,1892]
bottom-para: অভিযানে অবৈধভাবে সড়কের ওপর রাখা দোকানপাট ও স্থাপনা উচ্ছেদ করা হয়। পাশাপাশি নিয়ম না মানা যানবাহনকে জরিমানা করা হয়। [1126,2141,1304,2180]
ghorite-body [1126,2314,1304,2457]
editorial-headline: কৃষির রফতানি বাজার সম্প্রসারণে গুরুত্ব দিন [22,291,254,344]
apoharon-headline: অপহরণের তিনদিন পর [1135,1767,1295,1788]
bottom-para: কৃষি সম্প্রসারণ অধিদপ্তরের কর্মকর্তারা বলছেন, গুড এগ্রিকালচারাল প্র্যাকটিস অনুসরণ করে উৎপাদিত পণ্যের চাহিদা বিশ্ববাজারে বেশি। এ জন্য কৃষকদের প্রশিক্ষণ দেওয়া হচ্ছে। [199,1776,377,1828]
editorial-para: বিশেষজ্ঞরা মনে করছেন, মানসম্মত প্যাকেজিং, হিমাগার সুবিধা, আন্তর্জাতিক মানের সনদ ও সরাসরি কার্গো সুবিধা না থাকায় বিদেশে কৃষিপণ্য পাঠাতে সমস্যা হচ্ছে। ইউরোপীয় ইউনিয়নের বাজারে প্রবেশের ক্ষেত্রে কঠোর মান নিয়ন্ত্রণ ও নিরাপত্তা সনদের প্রয়োজন হয়। [22,510,254,582]
bottom-para: প্রশাসনের পক্ষ থেকে জানানো হয়েছে, সরবরাহ পরিস্থিতি স্বাভাবিক করতে সংশ্লিষ্ট কর্তৃপক্ষের সঙ্গে যোগাযোগ করা হয়েছে। [755,2060,933,2099]
bottom-para: মৎস্যজীবীরা বলছেন, তেলের দাম বাড়ায় উৎপাদন খরচ বেড়ে গেছে। অথচ মাছের দাম সে অনুপাতে বাড়েনি। [941,1795,1118,1834]
bottom-para: সংশ্লিষ্ট কর্মকর্তারা জানান, প্রয়োজনীয় আইনি কাঠামো তৈরির কাজও সমান্তরালভাবে এগিয়ে চলছে। শিগগিরই খসড়া প্রকাশ করা হবে। [14,2205,191,2244]
chetona-para: স্থানীয়রা জানান, সাম্প্রতিক সময়ে এলাকায় চুরির ঘটনা বেড়ে গেছে। রাতে পাহারা জোরদার করার দাবি জানিয়েছেন তারা। [1249,743,1426,785]
lead-para: কিন্তু মৌসুম শুরুর আগেই মৌয়ালদের মধ্যে দেখা দিয়েছে আতঙ্ক। বাঘের ভয় নয়, এবার তাদের দুশ্চিন্তার কারণ বনদস্যু বাহিনীর নতুন করে তৎপরতা। সাম্প্রতিক সময়ে সুন্দরবনসংলগ্ন এলাকায় একাধিক জেলে ও বাওয়ালী অপহরণের ঘটনা ঘটেছে বলে অভিযোগ উঠেছে। [799,565,923,697]
bottom-col-7-body [1126,1649,1304,1761]
doulatpur-para: খুলনার দৌলতপুর এলাকায় হামের সংক্রমণ বাড়ছে। গত এক সপ্তাহে অন্তত ১১ শিশু হাম আক্রান্ত হয়ে চিকিৎসা নিয়েছে বলে স্থানীয় স্বাস্থ্য বিভাগ জানিয়েছে। [402,1031,527,1119]
khulna-ham-headline: খুলনা বিভাগে হাম আতঙ্ক [756,1651,932,1671]
bottom-para: বিশেষজ্ঞরা বলছেন, শুধু কাঁচা পণ্য নয়, প্রক্রিয়াজাত কৃষিপণ্য রফতানিতে জোর দিতে হবে। এতে মূল্য সংযোজন হবে এবং আয় বাড়বে। [199,1993,377,2046]
bottom-para: প্রধান শিক্ষক বলেন, পরিবেশ রক্ষায় শিক্ষার্থীদের সচেতন করতে এ উদ্যোগ নেওয়া হয়েছে। প্রতিটি শিক্ষার্থী অন্তত একটি করে গাছ লাগাবে। [1126,2358,1304,2412]
doulatpur-body [402,1030,527,1309]
shishura-headline: শিশুরা সুস্থ ও স্বাভাবিক [776,2340,912,2358]
bottom-para: পর্যটন ও মৎস্য আহরণ কার্যক্রম ব্যাহত হচ্ছে। ট্রলার ও নৌযান চলাচলে জ্বালানি তেলের সংকট দেখা দেওয়ায় ক্ষতির মুখে পড়েছেন ব্যবসায়ীরা। [755,1900,933,1953]
bottom-para: তারা আরও বলেন, জনগণের প্রত্যাশা পূরণে রাজনৈতিক দলগুলোকে দায়িত্বশীল ভূমিকা পালন করতে হবে। সংস্কার ছাড়া টেকসই গণতন্ত্র প্রতিষ্ঠা সম্ভব নয়। [14,1916,191,1969]
column-divider [530,284,532,1588]
bottom-col-7 [1126,1649,1304,2464]
photo-timestamp: 2026.04.18 13:02 [1232,249,1317,258]
bottom-col-6 [941,1649,1118,2464]
bottom-para: জাতিসংঘের পক্ষ থেকে উভয় পক্ষকে সংযম প্রদর্শনের আহ্বান জানানো হয়েছে। বেসামরিক নাগরিকদের নিরাপত্তা নিশ্চিত করার ওপর গুরুত্ব দেওয়া হয়েছে। [570,1999,748,2051]
bottom-para: তারা আরও বলেন, ইউরোপের বাজারে প্রবেশ করতে হলে আন্তর্জাতিক মানের পরীক্ষাগার প্রয়োজন। বর্তমানে সনদ পেতে দীর্ঘ সময় লেগে যায়। [199,1891,377,1943]
kaliganj-headline: কালীগঞ্জে ১০ হাজার মিটার অবৈধ জাল পুড়িয়ে দিলো মৎস্য বিভাগ [931,760,1055,843]
bottom-para: বিশ্লেষকদের মতে, সংস্কার কার্যক্রমে জনসম্পৃক্ততা বাড়াতে প্রচার–প্রচারণা জোরদার করা প্রয়োজন। তৃণমূল পর্যায়ে মতবিনিময় সভার আয়োজন করা যেতে পারে। [14,2249,191,2302]
editorial-para: দেশের কৃষি উৎপাদন বাড়লেও রফতানি বাড়ছে না। ২০২৪-২৫ অর্থবছরে কৃষি রফতানি হয়েছিল প্রায় ১১ কোটি ২৪ লাখ ডলার, যা ২০২৫-২৬ অর্থবছরে ৮ কোটি ১১ লাখে নেমে এসেছে। অর্থাৎ প্রায় ৪০ শতাংশ কমেছে। [22,669,254,726]
july-sonod-headline: জুলাই সনদ বাস্তবায়ন অন্তর্বর্তী [29,1651,177,1693]
bottom-para: সংবাদ সম্মেলনে পুরোহিত ও সেবায়েতদের জন্য মাসিক ভাতা চালু, মন্দিরভিত্তিক শিক্ষা কার্যক্রম জোরদার এবং দেবোত্তর সম্পত্তি রক্ষার দাবি জানানো হয়। [385,1765,562,1817]
ghorite-headline: ঘরিতে শিক্ষার্থী মৌচার [1138,2288,1292,2309]
bottom-para: সংশ্লিষ্টরা মনে করছেন, সরকারি নগদ প্রণোদনা বাড়ানো হলে এবং স্বল্প সুদে ঋণ সুবিধা দেওয়া হলে এ খাতে নতুন উদ্যোক্তা আসবেন। [385,1982,562,2021]
doulatpur-body-cont [535,284,659,847]
kalaroa-para: বক্তারা বলেন, সনাতন ধর্মাবলম্বীদের ধর্মীয় অনুষ্ঠানে যেন কোনো বাধা সৃষ্টি না হয় সেদিকে প্রশাসনের সুদৃষ্টি কামনা করছি। একই সঙ্গে মন্দিরভিত্তিক শিক্ষা কার্যক্রম জোরদার করার আহ্বান জানানো হয়। [270,1480,394,1583]
kaliganj-para: কালীগঞ্জ উপজেলায় অভিযান চালিয়ে ১০ হাজার মিটার অবৈধ কারেন্ট জাল জব্দ করেছে মৎস্য বিভাগ। মঙ্গলবার দিনব্যাপী অভিযান পরিচালনা করা হয়। [931,845,1055,917]
editorial-para: বিশ্ববাজারে প্রতিযোগিতায় টিকে থাকতে হলে উৎপাদন পর্যায় থেকেই মান নিয়ন্ত্রণ নিশ্চিত করতে হবে। গুড এগ্রিকালচারাল প্র্যাকটিস (গ্যাপ) অনুসরণ করে চাষাবাদ করলে রফতানির সুযোগ বহুগুণ বাড়বে। [22,782,254,839]
bottom-para: মৎস্যজীবীরা বলছেন, তেলের দাম বাড়ায় উৎপাদন খরচ বেড়ে গেছে। অথচ মাছের দাম সে অনুপাতে বাড়েনি। [755,2104,933,2144]
chetona-para: চোরেরা নগদ ২ লাখ টাকা, স্বর্ণালংকার ও মূল্যবান জিনিসপত্র নিয়ে যায়। সকালে পরিবারের সদস্যদের জ্ঞান ফিরলে বিষয়টি টের পাওয়া যায়। [1249,614,1426,671]
divider-bar-left [14,1618,654,1622]
fakirhat-body-cont [1249,284,1426,408]
lead-para: এদিকে মধু আহরণ মৌসুমকে ঘিরে কয়রা, দাকোপ, শ্যামনগর ও মোংলা এলাকায় বাড়তি কর্মচাঞ্চল্য দেখা দিয়েছে। নৌকা মেরামত, জাল ও প্রয়োজনীয় সরঞ্জাম কেনাকাটায় ব্যস্ত সময় পার করছেন মৌয়াল পরিবারগুলো। [402,724,527,841]
shishura-body [755,2362,933,2461]
section-rule-bottom [14,1641,1489,1644]
debhata-para: অনুষ্ঠানে প্রধান অতিথি হিসেবে উপস্থিত ছিলেন উপজেলা নির্বাহী কর্মকর্তা। বিশেষ অতিথি ছিলেন উপজেলা মাধ্যমিক শিক্ষা কর্মকর্তা ও সমাজসেবা কর্মকর্তা। [931,398,1055,485]
lead-para: কয়রা উপজেলার মহেশ্বরীপুর, দক্ষিণ বেদকাশী ও উত্তর বেদকাশী ইউনিয়নের একাধিক মৌয়াল জানান, গত কয়েক মাসে বনের গহীনে একাধিক দস্যুদল সক্রিয় হয়ে উঠেছে। তারা নৌকা আটকে মুক্তিপণ দাবি করছে। [270,768,394,885]
bottom-para: বিশ্লেষকরা মনে করছেন, কূটনৈতিক তৎপরতা জোরদার না হলে সংঘাত দীর্ঘস্থায়ী হতে পারে। এতে আঞ্চলিক স্থিতিশীলতা বিঘ্নিত হবে। [755,2293,933,2333]
section-divider [14,1604,1489,1636]
fakirhat-byline: ফকিরহাট (বাগেরহাট) সংবাদদাতা॥ [1063,398,1199,410]
column-divider [397,284,399,1588]
folio-rule-thin [14,65,1489,67]
debhata-para: অনুষ্ঠানে জন্মদিন পালন করা শিশুদের হাতে উপহার সামগ্রী তুলে দেওয়া হয়। পরে কেক কাটা ও সাংস্কৃতিক অনুষ্ঠানের আয়োজন করা হয়। [931,492,1055,565]
chetona-para: শ্যামনগর উপজেলার বুড়িগোয়ালিনী ইউনিয়নে চেতনানাশক স্প্রে ছিটিয়ে এক শিক্ষকের বাড়িতে চুরির ঘটনা ঘটেছে। সোমবার গভীর রাতে এ ঘটনা ঘটে। [1249,486,1426,543]
bottom-para: বিশ্লেষকরা মনে করছেন, কূটনৈতিক তৎপরতা জোরদার না হলে সংঘাত দীর্ঘস্থায়ী হতে পারে। এতে আঞ্চলিক স্থিতিশীলতা বিঘ্নিত হবে। [941,2114,1118,2153]
lead-headline-line1: আজ থেকে সুন্দরবনের মধু আহরণ শুরু [300,77,734,149]
chetona-headline: চেতনা নাশক স্প্রে করে শিক্ষকের বাড়িতে চুরি [1249,414,1426,466]
juddho-body [570,1939,748,2110]
masthead-block [14,73,262,280]
fakirhat-para: এদিকে ভোক্তারা বলছেন, শুধু জরিমানা নয়, অনিয়মকারী পাম্পগুলোর লাইসেন্স বাতিলের উদ্যোগ নেওয়া প্রয়োজন। তাহলেই এ ধরনের প্রবণতা বন্ধ হবে। [1249,350,1426,407]
bottom-para: পরিস্থিতি আরও জটিল হয়ে উঠতে পারে বলে সতর্ক করেছেন আন্তর্জাতিক বিশ্লেষকরা। তারা বলছেন, আলোচনার মাধ্যমেই সংকটের সমাধান খুঁজতে হবে। [570,1940,748,1994]
column-divider [380,1649,382,2464]
lead-headline-block [270,73,763,280]
bottom-para: অর্থনীতিবিদরা বলছেন, রাজনৈতিক স্থিতিশীলতা ফিরলে বিনিয়োগ বাড়বে এবং কর্মসংস্থান সৃষ্টি হবে। এতে সামগ্রিক অর্থনীতিতে ইতিবাচক প্রভাব পড়বে। [14,2031,191,2084]
ham-tika-body [931,1135,1055,1414]
rampal-headline: রামপাল উপজেলা সদর [1133,2070,1297,2090]
bottom-para: সংবাদ সম্মেলনে উপজেলার বিভিন্ন ইউনিয়ন থেকে আসা পুরোহিত ও সেবায়েতগণ উপস্থিত ছিলেন। শেষে একটি স্মারকলিপি প্রদান করা হয়। [385,1880,562,1920]
tel-sonkot-body [755,1900,933,2247]
lead-column-2 [402,284,527,1588]
masthead-date-band: খুলনা: বুধবার: ১ এপ্রিল ২০২৬ [14,124,262,203]
top-right-photo-block [961,73,1322,280]
bottom-para: স্বাস্থ্য কর্মকর্তারা জানান, আক্রান্ত শিশুদের অধিকাংশই টিকা গ্রহণ করেনি। তাই টিকাদান কর্মসূচি জোরদার করা হয়েছে। [570,1707,748,1746]
bottom-para: সংশ্লিষ্টরা জানান, সনদে উল্লিখিত সংস্কার প্রস্তাবগুলো পর্যায়ক্রমে বাস্তবায়ন করা হবে। এজন্য পৃথক বাস্তবায়ন কমিটি গঠনের উদ্যোগ নেওয়া হয়েছে। [14,1742,191,1795]
bottom-para: হামের সংক্রমণ বৃদ্ধি পাচ্ছে বলে জানিয়েছে স্থানীয় স্বাস্থ্য বিভাগ। চলতি বছরের জানুয়ারির শেষে এ রোগের প্রাদুর্ভাব দেখা দেয়। গতকাল মঙ্গলবার পর্যন্ত মোট ১১ শিশু চিকিৎসা নিয়েছে। [570,1649,748,1702]
doulatpur-para: অভিভাবকদের প্রতি আহ্বান জানিয়ে তারা বলেন, শিশুদের নির্দিষ্ট বয়সে হামের টিকা দেওয়া নিশ্চিত করুন। কোনো শিশুর মধ্যে উপসর্গ দেখা দিলে দ্রুত নিকটস্থ স্বাস্থ্যকেন্দ্রে যোগাযোগ করুন। [535,395,659,497]
lead-column-1 [270,284,394,1588]
lead-para: মৌয়ালদের দাবি, মধু আহরণের পাস ফি কমানো হোক এবং সরকারি উদ্যোগে ন্যায্যমূল্যে মধু ক্রয়ের ব্যবস্থা করা হোক। পাশাপাশি বনে নিরাপত্তা নিশ্চিত করার দাবিও জানিয়েছেন তারা। [667,523,791,609]
